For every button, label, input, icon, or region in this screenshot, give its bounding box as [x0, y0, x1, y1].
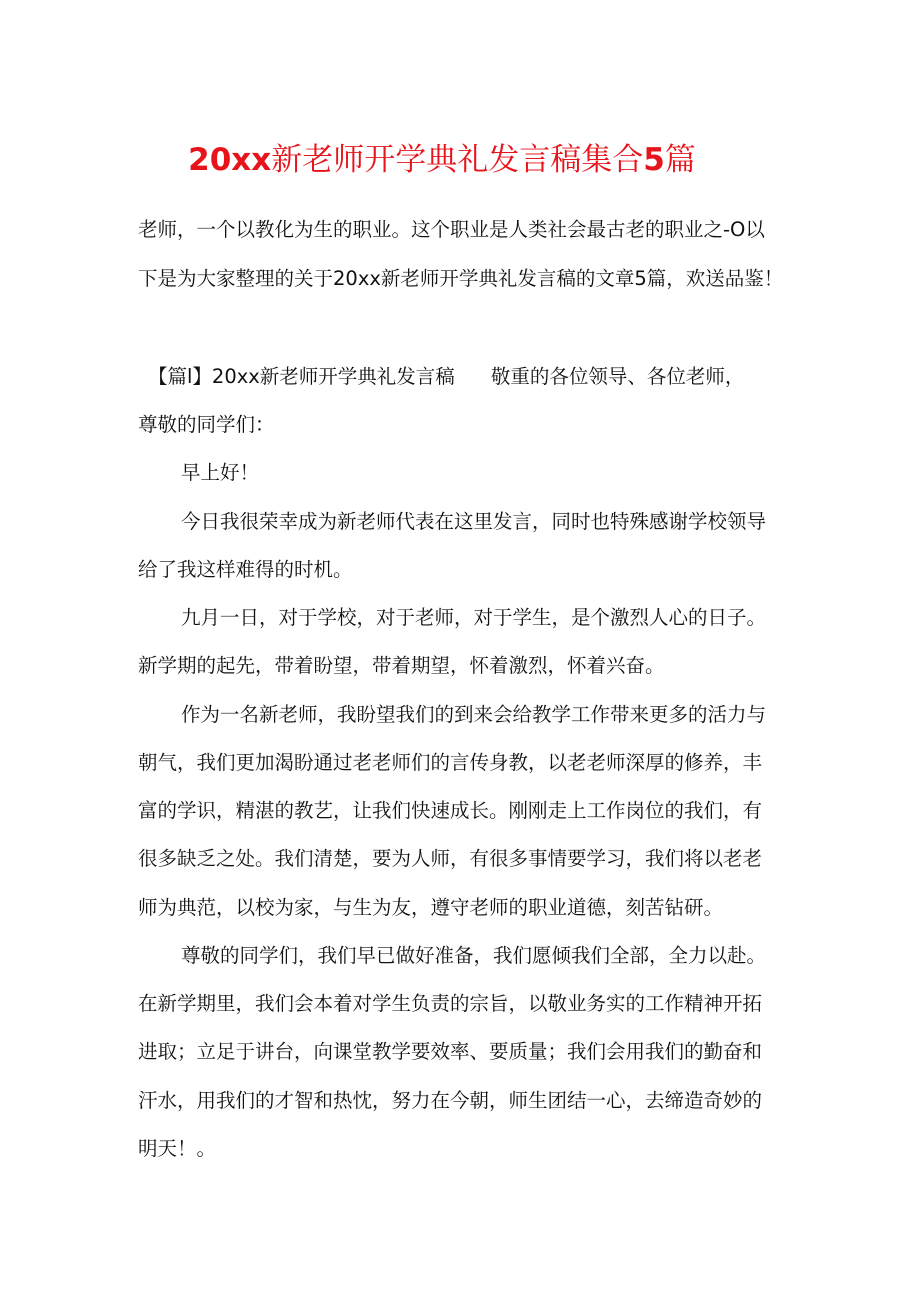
- document-title: 20xx新老师开学典礼发言稿集合5篇: [188, 142, 696, 178]
- paragraph-line: 今日我很荣幸成为新老师代表在这里发言，同时也特殊感谢学校领导: [181, 510, 767, 533]
- paragraph-line: 富的学识，精湛的教艺，让我们快速成长。刚刚走上工作岗位的我们，有: [138, 799, 763, 822]
- intro-line: 下是为大家整理的关于20xx新老师开学典礼发言稿的文章5篇，欢送品鉴！: [138, 267, 784, 290]
- salutation-leaders: 敬重的各位领导、各位老师，: [490, 365, 745, 388]
- paragraph-line: 朝气，我们更加渴盼通过老老师们的言传身教，以老老师深厚的修养，丰: [138, 751, 763, 774]
- paragraph-line: 汗水，用我们的才智和热忱，努力在今朝，师生团结一心，去缔造奇妙的: [138, 1089, 763, 1112]
- paragraph-line: 进取；立足于讲台，向课堂教学要效率、要质量；我们会用我们的勤奋和: [138, 1040, 763, 1063]
- paragraph-line: 尊敬的同学们，我们早已做好准备，我们愿倾我们全部，全力以赴。: [181, 944, 767, 967]
- paragraph-line: 作为一名新老师，我盼望我们的到来会给教学工作带来更多的活力与: [181, 703, 767, 726]
- paragraph-line: 明天！。: [138, 1137, 217, 1160]
- paragraph-line: 早上好！: [181, 461, 260, 484]
- paragraph-line: 给了我这样难得的时机。: [138, 558, 353, 581]
- section-heading: 【篇l】20xx新老师开学典礼发言稿: [148, 365, 455, 388]
- section-heading-line: [148, 363, 744, 391]
- paragraph-line: 很多缺乏之处。我们清楚，要为人师，有很多事情要学习，我们将以老老: [138, 847, 763, 870]
- salutation-students: 尊敬的同学们：: [138, 413, 275, 436]
- paragraph-line: 师为典范，以校为家，与生为友，遵守老师的职业道德，刻苦钻研。: [138, 896, 724, 919]
- paragraph-line: 在新学期里，我们会本着对学生负责的宗旨，以敬业务实的工作精神开拓: [138, 992, 763, 1015]
- paragraph-line: 新学期的起先，带着盼望，带着期望，怀着激烈，怀着兴奋。: [138, 654, 665, 677]
- paragraph-line: 九月一日，对于学校，对于老师，对于学生，是个激烈人心的日子。: [181, 606, 767, 629]
- intro-line: 老师，一个以教化为生的职业。这个职业是人类社会最古老的职业之-O以: [138, 218, 765, 241]
